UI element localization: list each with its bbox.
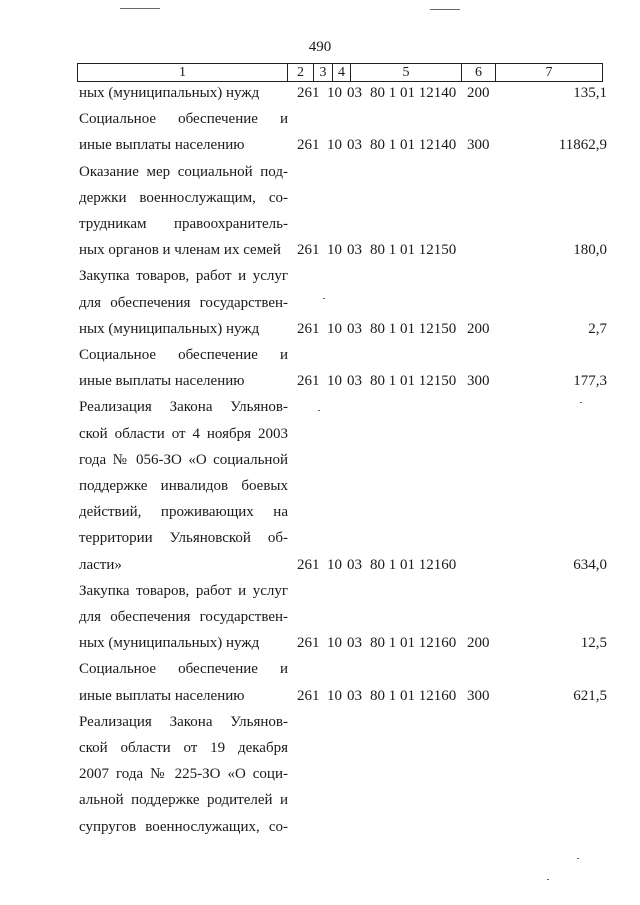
row-description-line: иные выплаты населению bbox=[79, 687, 245, 704]
row-description-line: Закупка товаров, работ и услуг bbox=[79, 268, 288, 285]
row-description-line: для обеспечения государствен- bbox=[79, 294, 288, 311]
expense-type-column: 200 bbox=[467, 85, 490, 101]
header-col-6: 6 bbox=[462, 64, 496, 81]
amount-column: 11862,9 bbox=[558, 137, 607, 154]
section-column: 10 bbox=[327, 242, 342, 259]
target-code-column: 80 1 01 12160 bbox=[370, 687, 457, 704]
row-description-line: 2007 года № 225-ЗО «О соци- bbox=[79, 766, 288, 783]
header-col-1: 1 bbox=[78, 64, 288, 81]
row-description-line: супругов военнослужащих, со- bbox=[79, 818, 288, 835]
code-column: 261 bbox=[297, 85, 320, 101]
code-column: 261 bbox=[297, 242, 320, 259]
table-line bbox=[0, 554, 640, 580]
subsection-column: 03 bbox=[347, 635, 362, 652]
table-line bbox=[0, 108, 640, 134]
table-line bbox=[0, 763, 640, 789]
header-col-3: 3 bbox=[314, 64, 333, 81]
row-description-line: для обеспечения государствен- bbox=[79, 609, 288, 625]
row-description-line: Реализация Закона Ульянов- bbox=[79, 713, 288, 730]
table-line bbox=[0, 187, 640, 213]
subsection-column: 03 bbox=[347, 85, 362, 101]
page-number: 490 bbox=[308, 39, 332, 55]
target-code-column: 80 1 01 12140 bbox=[370, 85, 457, 101]
amount-column: 135,1 bbox=[573, 85, 607, 101]
row-description-line: ской области от 4 ноября 2003 bbox=[79, 425, 288, 442]
table-line bbox=[0, 580, 640, 606]
row-description-line: территории Ульяновской об- bbox=[79, 530, 288, 547]
row-description-line: Закупка товаров, работ и услуг bbox=[79, 582, 288, 599]
amount-column: 12,5 bbox=[580, 635, 607, 652]
row-description-line: Реализация Закона Ульянов- bbox=[79, 399, 288, 416]
amount-column: 2,7 bbox=[588, 320, 607, 337]
table-line bbox=[0, 370, 640, 396]
header-col-7: 7 bbox=[545, 65, 553, 80]
table-line bbox=[0, 711, 640, 737]
subsection-column: 03 bbox=[347, 687, 362, 704]
code-column: 261 bbox=[297, 373, 320, 390]
subsection-column: 03 bbox=[347, 373, 362, 390]
expense-type-column: 200 bbox=[467, 635, 490, 652]
row-description-line: ных (муниципальных) нужд bbox=[79, 320, 260, 337]
row-description-line: держки военнослужащим, со- bbox=[79, 189, 288, 206]
subsection-column: 03 bbox=[347, 242, 362, 259]
table-line bbox=[0, 449, 640, 475]
row-description-line: ных органов и членам их семей bbox=[79, 242, 281, 259]
row-description-line: ской области от 19 декабря bbox=[79, 740, 288, 756]
code-column: 261 bbox=[297, 137, 320, 154]
amount-column: 180,0 bbox=[573, 242, 607, 259]
header-col-5: 5 bbox=[351, 64, 462, 81]
expense-type-column: 300 bbox=[467, 137, 490, 154]
row-description-line: трудникам правоохранитель- bbox=[79, 216, 288, 232]
row-description-line: ласти» bbox=[79, 556, 122, 573]
section-column: 10 bbox=[327, 687, 342, 704]
code-column: 261 bbox=[297, 556, 320, 573]
section-column: 10 bbox=[327, 373, 342, 390]
section-column: 10 bbox=[327, 635, 342, 652]
expense-type-column: 200 bbox=[467, 320, 490, 337]
table-line bbox=[0, 737, 640, 763]
table-line bbox=[0, 789, 640, 815]
table-line bbox=[0, 685, 640, 711]
table-line bbox=[0, 423, 640, 449]
code-column: 261 bbox=[297, 320, 320, 337]
table-line bbox=[0, 658, 640, 684]
table-line bbox=[0, 265, 640, 291]
target-code-column: 80 1 01 12150 bbox=[370, 242, 457, 259]
target-code-column: 80 1 01 12150 bbox=[370, 373, 457, 390]
section-column: 10 bbox=[327, 320, 342, 337]
subsection-column: 03 bbox=[347, 556, 362, 573]
row-description-line: альной поддержке родителей и bbox=[79, 792, 288, 809]
table-line bbox=[0, 292, 640, 318]
row-description-line: поддержке инвалидов боевых bbox=[79, 478, 288, 494]
section-column: 10 bbox=[327, 137, 342, 154]
table-line bbox=[0, 501, 640, 527]
table-line bbox=[0, 816, 640, 842]
table-line bbox=[0, 213, 640, 239]
expense-type-column: 300 bbox=[467, 373, 490, 390]
amount-column: 177,3 bbox=[573, 373, 607, 390]
target-code-column: 80 1 01 12140 bbox=[370, 137, 457, 154]
row-description-line: действий, проживающих на bbox=[79, 504, 288, 521]
table-line bbox=[0, 161, 640, 187]
amount-column: 634,0 bbox=[573, 556, 607, 573]
table-line bbox=[0, 318, 640, 344]
table-line bbox=[0, 527, 640, 553]
row-description-line: Социальное обеспечение и bbox=[79, 111, 288, 128]
table-header-row bbox=[77, 63, 603, 82]
subsection-column: 03 bbox=[347, 137, 362, 154]
row-description-line: ных (муниципальных) нужд bbox=[79, 635, 260, 652]
table-line bbox=[0, 134, 640, 160]
table-line bbox=[0, 396, 640, 422]
target-code-column: 80 1 01 12160 bbox=[370, 635, 457, 652]
row-description-line: Оказание мер социальной под- bbox=[79, 163, 288, 180]
code-column: 261 bbox=[297, 687, 320, 704]
table-line bbox=[0, 82, 640, 108]
row-description-line: года № 056-ЗО «О социальной bbox=[79, 451, 288, 468]
header-col-2: 2 bbox=[288, 64, 314, 81]
table-line bbox=[0, 632, 640, 658]
target-code-column: 80 1 01 12150 bbox=[370, 320, 457, 337]
expense-type-column: 300 bbox=[467, 687, 490, 704]
row-description-line: иные выплаты населению bbox=[79, 373, 245, 390]
amount-column: 621,5 bbox=[573, 687, 607, 704]
table-line bbox=[0, 344, 640, 370]
row-description-line: Социальное обеспечение и bbox=[79, 347, 288, 363]
subsection-column: 03 bbox=[347, 320, 362, 337]
table-line bbox=[0, 475, 640, 501]
section-column: 10 bbox=[327, 556, 342, 573]
target-code-column: 80 1 01 12160 bbox=[370, 556, 457, 573]
row-description-line: иные выплаты населению bbox=[79, 137, 245, 154]
table-line bbox=[0, 606, 640, 632]
row-description-line: Социальное обеспечение и bbox=[79, 661, 288, 678]
header-col-4: 4 bbox=[333, 64, 351, 81]
table-line bbox=[0, 239, 640, 265]
code-column: 261 bbox=[297, 635, 320, 652]
section-column: 10 bbox=[327, 85, 342, 101]
row-description-line: ных (муниципальных) нужд bbox=[79, 85, 260, 101]
